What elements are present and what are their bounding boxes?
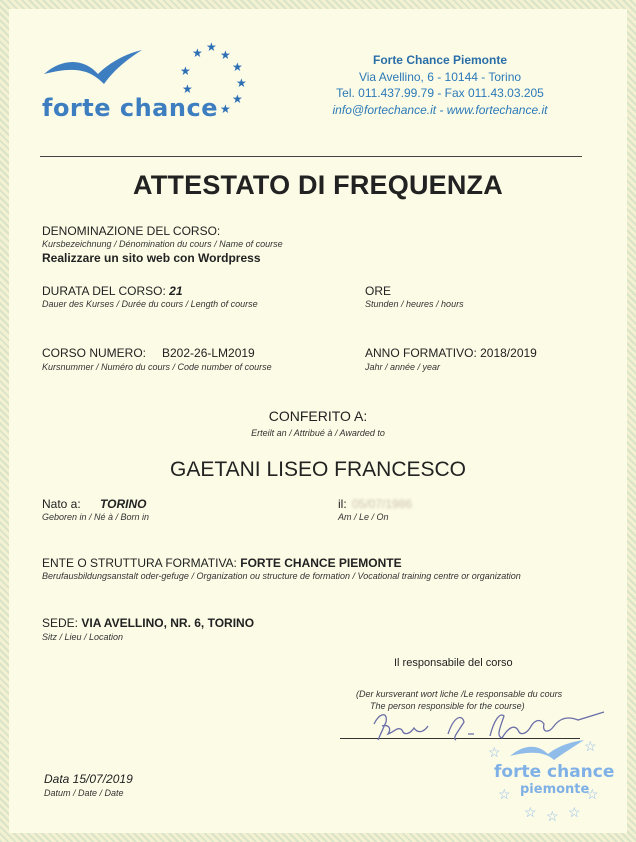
birthdate-sub: Am / Le / On (338, 512, 389, 522)
institution-field (42, 556, 402, 570)
org-name: Forte Chance Piemonte (372, 53, 508, 67)
birthplace-value: TORINO (100, 497, 147, 511)
responsible-sub-2: The person responsible for the course) (370, 701, 525, 711)
stamp-star-icon: ☆ (498, 786, 511, 802)
institution-value: FORTE CHANCE PIEMONTE (240, 556, 402, 570)
academic-year-sub: Jahr / année / year (365, 362, 441, 372)
birthplace-label: Nato a: (42, 497, 81, 511)
stamp-star-icon: ☆ (488, 744, 501, 760)
stamp-line-1: forte chance (494, 762, 615, 782)
stamp-star-icon: ☆ (568, 804, 581, 820)
course-name-label: DENOMINAZIONE DEL CORSO: (42, 224, 221, 238)
duration-value: 21 (169, 284, 183, 298)
stamp-star-icon: ☆ (584, 738, 597, 754)
course-number-label: CORSO NUMERO: (42, 346, 147, 360)
institution-sub: Berufausbildungsanstalt oder-gefuge / Organization ou structure de formation / Vocational training centre or organization (42, 571, 521, 581)
course-name-value: Realizzare un sito web con Wordpress (42, 251, 261, 265)
page-title: ATTESTATO DI FREQUENZA (133, 170, 503, 200)
org-address: Via Avellino, 6 - 10144 - Torino (358, 69, 522, 84)
hours-sub: Stunden / heures / hours (365, 299, 464, 309)
course-number-sub: Kursnummer / Numéro du cours / Code number of course (42, 362, 272, 372)
awarded-to-sub: Erteilt an / Attribué à / Awarded to (251, 428, 385, 438)
seat-value: VIA AVELLINO, NR. 6, TORINO (81, 616, 255, 630)
course-number-value: B202-26-LM2019 (162, 346, 255, 360)
birthdate-value: 05/07/1986 (352, 497, 413, 511)
issue-date: Data 15/07/2019 (44, 772, 133, 786)
seagull-logo-icon (42, 44, 152, 94)
stars-circle-icon: ★ ★ ★ ★ ★ ★ ★ ★ ★ (180, 40, 247, 116)
seat-label: SEDE: (42, 616, 79, 630)
recipient-name: GAETANI LISEO FRANCESCO (170, 458, 466, 481)
duration-label: DURATA DEL CORSO: (42, 284, 166, 298)
company-stamp (488, 738, 618, 828)
logo-wordmark: forte chance (42, 94, 218, 122)
academic-year: ANNO FORMATIVO: 2018/2019 (365, 346, 537, 360)
stamp-line-2: piemonte (520, 782, 590, 797)
stamp-star-icon: ☆ (524, 804, 537, 820)
header-divider (40, 156, 582, 157)
birthplace-sub: Geboren in / Né à / Born in (42, 512, 150, 522)
stamp-star-icon: ☆ (546, 808, 559, 824)
course-name-sub: Kursbezeichnung / Dénomination du cours / Name of course (42, 239, 283, 249)
issue-date-sub: Datum / Date / Date (44, 788, 124, 798)
org-phone: Tel. 011.437.99.79 - Fax 011.43.03.205 (336, 86, 544, 100)
hours-label: ORE (365, 284, 392, 298)
stamp-seagull-icon (506, 738, 596, 762)
awarded-to-label: CONFERITO A: (268, 408, 368, 424)
org-header (290, 52, 590, 118)
duration-sub: Dauer des Kurses / Durée du cours / Length of course (42, 299, 258, 309)
org-contact: info@fortechance.it - www.fortechance.it (332, 102, 548, 117)
institution-label: ENTE O STRUTTURA FORMATIVA: (42, 556, 237, 570)
seat-sub: Sitz / Lieu / Location (42, 632, 124, 642)
birthdate-label: il: (338, 497, 347, 511)
duration-field (42, 284, 183, 298)
responsible-sub-1: (Der kursverant wort liche /Le responsable du cours (356, 689, 563, 699)
stamp-star-icon: ☆ (586, 786, 599, 802)
responsible-title: Il responsabile del corso (394, 657, 513, 669)
seat-field (42, 616, 254, 630)
